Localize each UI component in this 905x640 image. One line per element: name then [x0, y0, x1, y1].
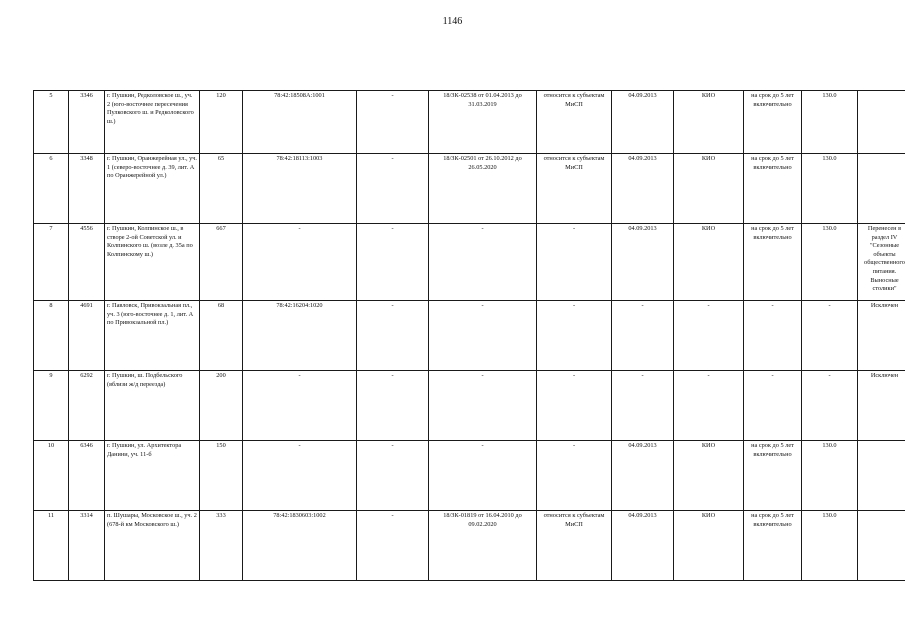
cell-address: г. Павловск, Привокзальная пл., уч. 3 (юго-восточнее д. 1, лит. А по Привокзальной пл.) — [105, 301, 200, 371]
cell-id: 3346 — [69, 91, 105, 154]
cell-contract: - — [429, 301, 537, 371]
cell-org: КИО — [674, 224, 744, 301]
cell-address: п. Шушары, Московское ш., уч. 2 (678-й км Московского ш.) — [105, 511, 200, 581]
cell-c6: - — [357, 154, 429, 224]
table-row — [34, 301, 905, 371]
cell-org: КИО — [674, 441, 744, 511]
cell-area: 150 — [200, 441, 243, 511]
cell-cadastral: 78:42:16204:1020 — [243, 301, 357, 371]
cell-term: на срок до 5 лет включительно — [744, 224, 802, 301]
cell-no: 6 — [34, 154, 69, 224]
cell-val: 130.0 — [802, 224, 858, 301]
cell-note: Исключен — [858, 301, 905, 371]
cell-term: на срок до 5 лет включительно — [744, 441, 802, 511]
cell-cadastral: - — [243, 441, 357, 511]
cell-contract: - — [429, 371, 537, 441]
cell-cadastral: 78:42:18113:1003 — [243, 154, 357, 224]
cell-org: - — [674, 371, 744, 441]
cell-no: 9 — [34, 371, 69, 441]
cell-date: 04.09.2013 — [612, 91, 674, 154]
cell-no: 7 — [34, 224, 69, 301]
cell-address: г. Пушкин, ш. Подбельского (вблизи ж/д переезда) — [105, 371, 200, 441]
cell-id: 3348 — [69, 154, 105, 224]
cell-date: 04.09.2013 — [612, 224, 674, 301]
cell-id: 6292 — [69, 371, 105, 441]
table-row — [34, 154, 905, 224]
page-number: 1146 — [442, 16, 463, 27]
cell-date: 04.09.2013 — [612, 511, 674, 581]
cell-note — [858, 511, 905, 581]
cell-contract: - — [429, 441, 537, 511]
cell-area: 68 — [200, 301, 243, 371]
cell-term: на срок до 5 лет включительно — [744, 154, 802, 224]
cell-date: 04.09.2013 — [612, 154, 674, 224]
cell-status: - — [537, 441, 612, 511]
cell-cadastral: - — [243, 224, 357, 301]
cell-contract: - — [429, 224, 537, 301]
cell-status: относится к субъектам МиСП — [537, 154, 612, 224]
cell-id: 3314 — [69, 511, 105, 581]
cell-status: относится к субъектам МиСП — [537, 91, 612, 154]
cell-val: 130.0 — [802, 511, 858, 581]
cell-note: Перенесен в раздел IV "Сезонные объекты общественного питания. Выносные столики" — [858, 224, 905, 301]
registry-table — [33, 90, 905, 581]
cell-no: 11 — [34, 511, 69, 581]
cell-no: 8 — [34, 301, 69, 371]
cell-contract: 18/ЗК-02501 от 26.10.2012 до 26.05.2020 — [429, 154, 537, 224]
cell-status: - — [537, 371, 612, 441]
cell-val: 130.0 — [802, 154, 858, 224]
cell-org: КИО — [674, 511, 744, 581]
cell-date: 04.09.2013 — [612, 441, 674, 511]
cell-c6: - — [357, 301, 429, 371]
cell-c6: - — [357, 371, 429, 441]
cell-org: КИО — [674, 91, 744, 154]
cell-c6: - — [357, 441, 429, 511]
cell-contract: 18/ЗК-01819 от 16.04.2010 до 09.02.2020 — [429, 511, 537, 581]
cell-term: - — [744, 301, 802, 371]
cell-address: г. Пушкин, Оранжерейная ул., уч. 1 (северо-восточнее д. 39, лит. А по Оранжерейной ул.) — [105, 154, 200, 224]
cell-area: 333 — [200, 511, 243, 581]
cell-area: 667 — [200, 224, 243, 301]
table-row — [34, 511, 905, 581]
cell-address: г. Пушкин, Редколовское ш., уч. 2 (юго-восточнее пересечения Пулковского ш. и Редколовского ш.) — [105, 91, 200, 154]
cell-id: 4556 — [69, 224, 105, 301]
cell-term: - — [744, 371, 802, 441]
cell-cadastral: 78:42:18508А:1001 — [243, 91, 357, 154]
cell-area: 200 — [200, 371, 243, 441]
cell-org: - — [674, 301, 744, 371]
table-row — [34, 91, 905, 154]
cell-c6: - — [357, 511, 429, 581]
cell-id: 6346 — [69, 441, 105, 511]
cell-term: на срок до 5 лет включительно — [744, 91, 802, 154]
cell-address: г. Пушкин, Колпинское ш., в створе 2-ой Советской ул. и Колпинского ш. (возле д. 35а по Колпинскому ш.) — [105, 224, 200, 301]
cell-note — [858, 154, 905, 224]
table-body — [34, 91, 905, 581]
cell-date: - — [612, 371, 674, 441]
cell-status: относится к субъектам МиСП — [537, 511, 612, 581]
cell-cadastral: 78:42:1830603:1002 — [243, 511, 357, 581]
cell-val: 130.0 — [802, 91, 858, 154]
cell-id: 4691 — [69, 301, 105, 371]
table-row — [34, 224, 905, 301]
cell-note — [858, 441, 905, 511]
cell-val: - — [802, 371, 858, 441]
cell-area: 120 — [200, 91, 243, 154]
cell-term: на срок до 5 лет включительно — [744, 511, 802, 581]
cell-no: 10 — [34, 441, 69, 511]
cell-note: Исключен — [858, 371, 905, 441]
cell-no: 5 — [34, 91, 69, 154]
table-row — [34, 371, 905, 441]
cell-status: - — [537, 224, 612, 301]
cell-c6: - — [357, 224, 429, 301]
cell-area: 65 — [200, 154, 243, 224]
table-row — [34, 441, 905, 511]
cell-val: - — [802, 301, 858, 371]
cell-c6: - — [357, 91, 429, 154]
cell-status: - — [537, 301, 612, 371]
cell-org: КИО — [674, 154, 744, 224]
cell-address: г. Пушкин, ул. Архитектора Данини, уч. 11-б — [105, 441, 200, 511]
cell-cadastral: - — [243, 371, 357, 441]
cell-note — [858, 91, 905, 154]
cell-contract: 18/ЗК-02538 от 01.04.2013 до 31.03.2019 — [429, 91, 537, 154]
cell-date: - — [612, 301, 674, 371]
cell-val: 130.0 — [802, 441, 858, 511]
